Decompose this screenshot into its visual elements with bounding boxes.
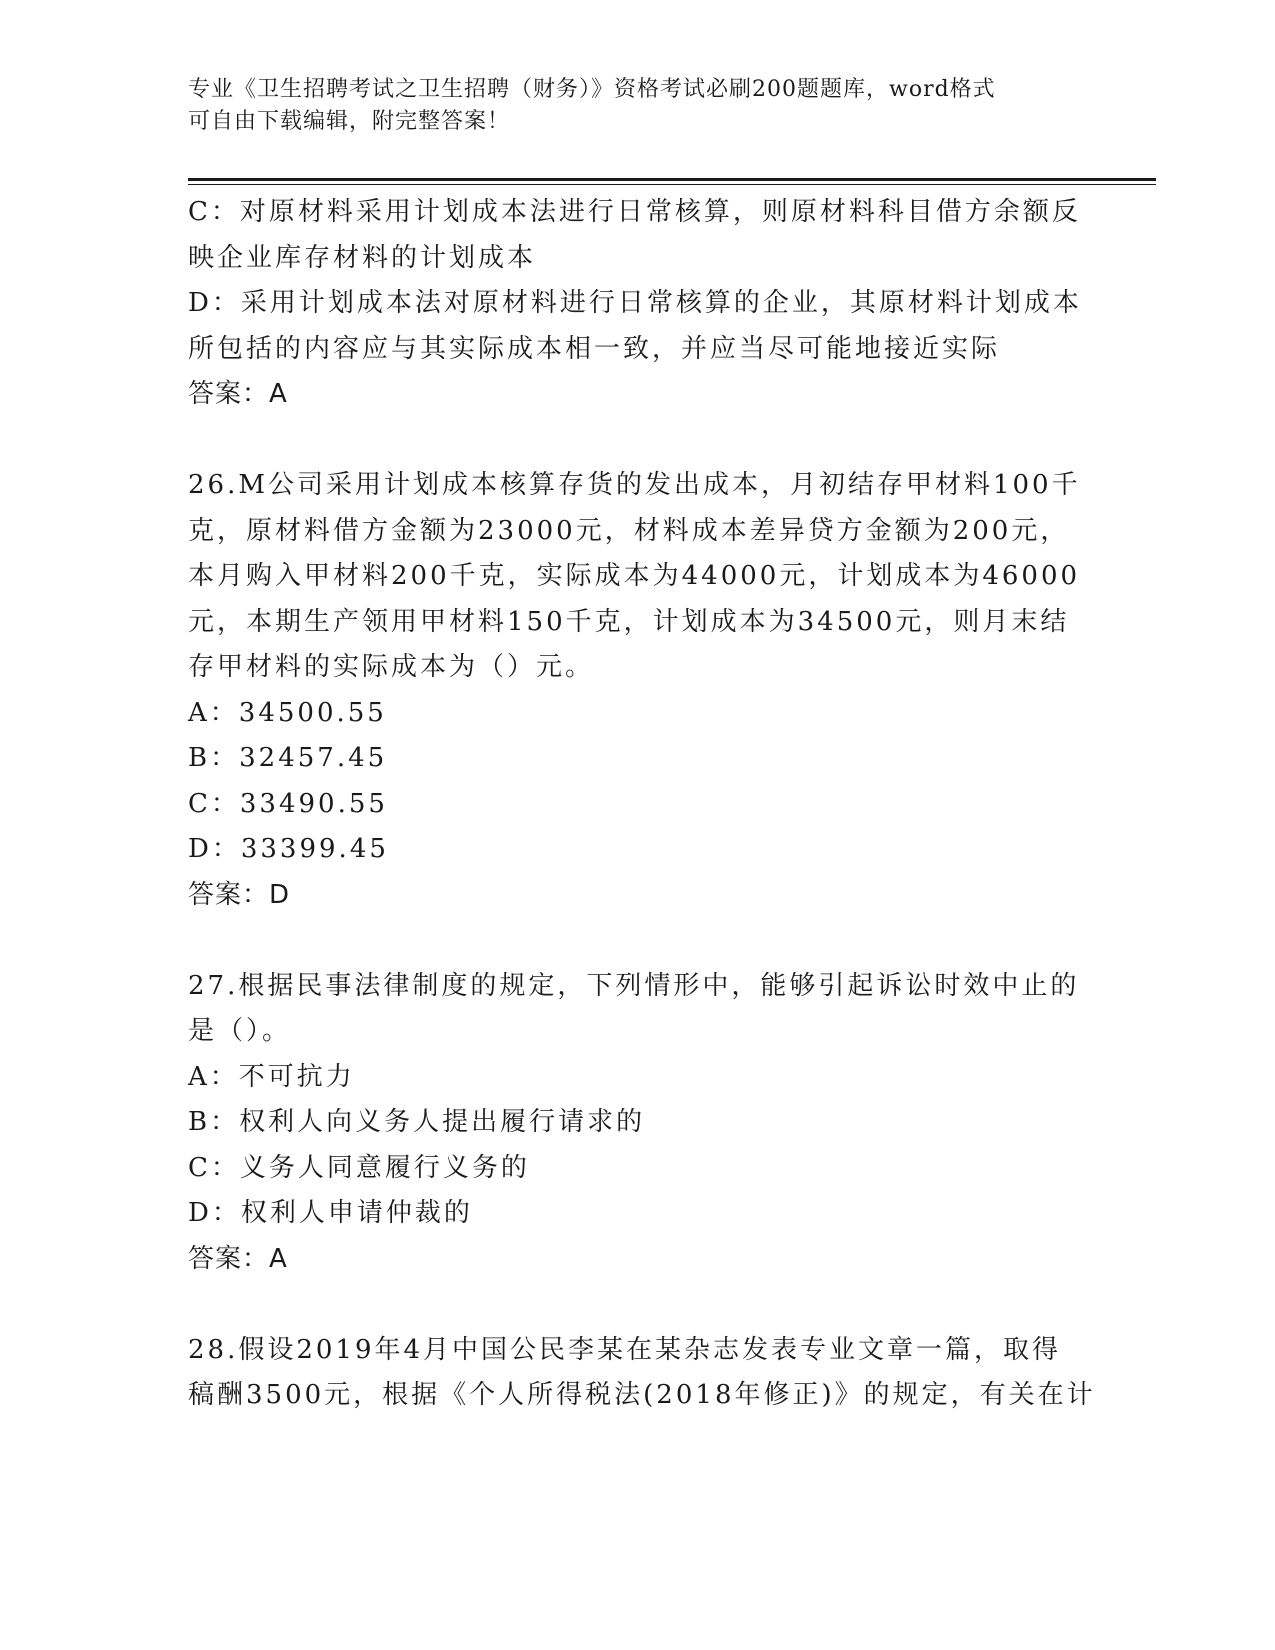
q27-stem-line-2: 是（）。 [188, 1016, 292, 1046]
answer-25: 答案：A [188, 379, 288, 409]
q28-stem-line-2: 稿酬3500元，根据《个人所得税法(2018年修正)》的规定，有关在计 [188, 1380, 1096, 1410]
q26-stem-line-2: 克，原材料借方金额为23000元，材料成本差异贷方金额为200元， [188, 515, 1070, 546]
spacer [188, 918, 1088, 964]
q28-stem-line-1: 28.假设2019年4月中国公民李某在某杂志发表专业文章一篇，取得 [188, 1334, 1062, 1365]
question-28 [188, 1328, 1096, 1419]
answer-27: 答案：A [188, 1243, 288, 1274]
option-c-line-2: 映企业库存材料的计划成本 [188, 242, 537, 273]
q26-stem-line-3: 本月购入甲材料200千克，实际成本为44000元，计划成本为46000 [188, 561, 1081, 591]
spacer [188, 1282, 1088, 1328]
q27-option-a: A：不可抗力 [188, 1061, 355, 1092]
header-line-2: 可自由下载编辑，附完整答案！ [188, 109, 511, 134]
option-c-line-1: C：对原材料采用计划成本法进行日常核算，则原材料科目借方余额反 [188, 197, 1081, 227]
question-25-continuation [188, 190, 1088, 418]
question-26 [188, 463, 1088, 918]
header-divider-thick [188, 178, 1156, 181]
q27-option-d: D：权利人申请仲裁的 [188, 1198, 473, 1228]
spacer [188, 418, 1088, 464]
header-divider-thin [188, 184, 1156, 185]
q27-option-c: C：义务人同意履行义务的 [188, 1152, 530, 1183]
q26-option-b: B：32457.45 [188, 743, 388, 773]
option-d-line-1: D：采用计划成本法对原材料进行日常核算的企业，其原材料计划成本 [188, 288, 1082, 318]
q27-option-b: B：权利人向义务人提出履行请求的 [188, 1107, 646, 1137]
q26-option-a: A：34500.55 [188, 697, 387, 728]
header-line-1: 专业《卫生招聘考试之卫生招聘（财务）》资格考试必刷200题题库，word格式 [188, 77, 996, 102]
q26-stem-line-4: 元，本期生产领用甲材料150千克，计划成本为34500元，则月末结 [188, 606, 1070, 637]
q26-option-d: D：33399.45 [188, 834, 389, 864]
q26-stem-line-5: 存甲材料的实际成本为（）元。 [188, 652, 595, 682]
question-27 [188, 964, 1088, 1283]
q26-stem-line-1: 26.M公司采用计划成本核算存货的发出成本，月初结存甲材料100千 [188, 470, 1081, 500]
q26-option-c: C：33490.55 [188, 788, 388, 819]
q27-stem-line-1: 27.根据民事法律制度的规定，下列情形中，能够引起诉讼时效中止的 [188, 970, 1080, 1001]
option-d-line-2: 所包括的内容应与其实际成本相一致，并应当尽可能地接近实际 [188, 333, 1001, 364]
page-header [188, 74, 1068, 138]
answer-26: 答案：D [188, 879, 291, 910]
document-body [188, 190, 1096, 1419]
